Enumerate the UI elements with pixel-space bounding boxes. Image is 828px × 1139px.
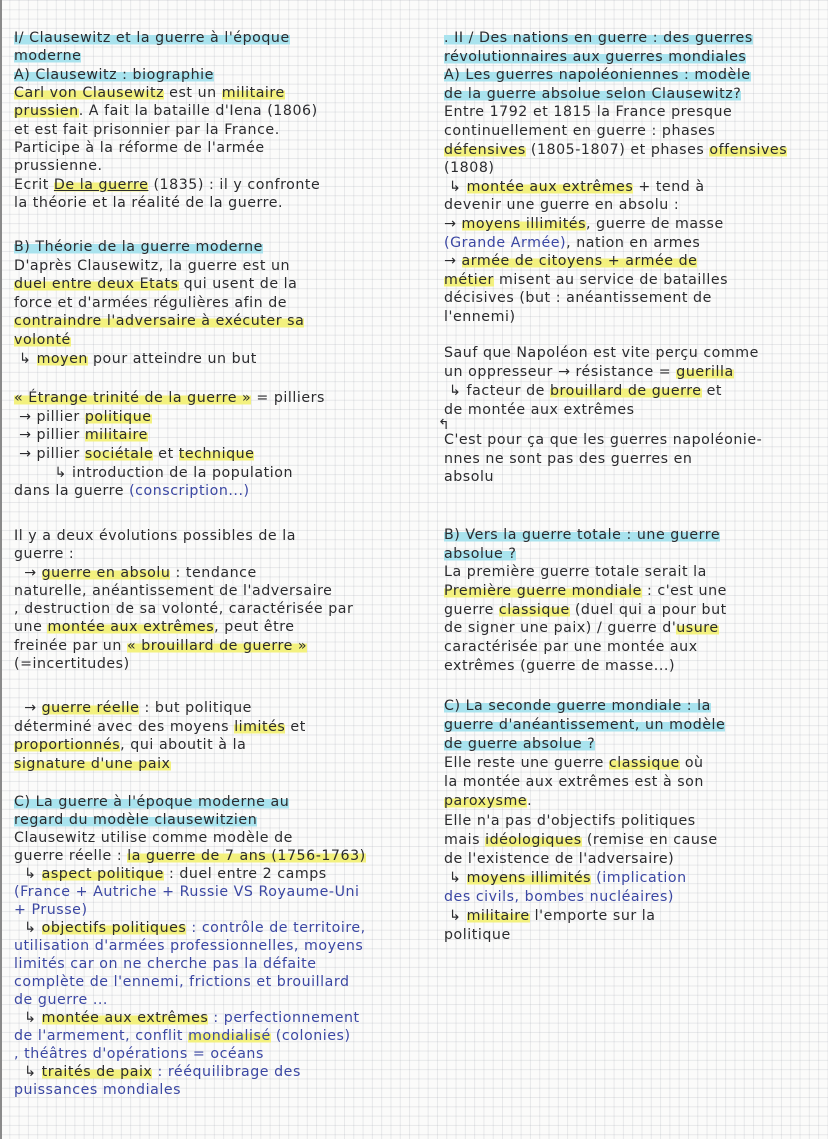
note-section xyxy=(14,527,353,673)
highlighted-text: limités xyxy=(234,718,286,735)
note-section xyxy=(14,699,306,773)
note-text: ↳ xyxy=(14,866,42,882)
highlighted-text: duel entre deux Etats xyxy=(14,276,179,293)
note-text: dans la guerre xyxy=(14,483,130,500)
note-line xyxy=(444,468,762,487)
note-line xyxy=(444,363,759,382)
note-line xyxy=(14,1063,366,1081)
note-text: naturelle, anéantissement de l'adversaire xyxy=(14,582,333,599)
note-text: devenir une guerre en absolu : xyxy=(444,197,680,214)
highlighted-text: « brouillard de guerre » xyxy=(126,637,308,654)
note-line xyxy=(444,697,725,716)
note-text: extrêmes (guerre de masse...) xyxy=(444,657,676,674)
heading-text: A) Les guerres napoléoniennes : modèle xyxy=(444,67,751,84)
note-text: Elle n'a pas d'objectifs politiques xyxy=(444,812,696,829)
note-line xyxy=(444,619,727,638)
note-text: (remise en cause xyxy=(581,831,718,848)
note-line xyxy=(14,139,320,157)
highlighted-text: usure xyxy=(676,620,719,637)
page-edge xyxy=(0,0,2,1139)
note-line xyxy=(444,431,762,450)
note-line xyxy=(14,600,353,618)
note-text: politique xyxy=(444,927,511,944)
note-text: freinée par un xyxy=(14,637,127,654)
note-text: absolu xyxy=(444,469,495,485)
note-line xyxy=(444,601,727,620)
note-line xyxy=(14,699,306,718)
note-text: , nation en armes xyxy=(566,234,701,251)
note-section xyxy=(14,29,320,212)
note-text: guerre xyxy=(444,601,499,618)
note-section xyxy=(14,389,325,501)
note-text: force et d'armées régulières afin de xyxy=(14,294,288,311)
note-text: → pillier xyxy=(14,427,85,444)
note-line xyxy=(14,973,366,991)
note-text: Participe à la réforme de l'armée xyxy=(14,140,265,157)
note-text: et xyxy=(285,718,306,735)
note-text: est un xyxy=(164,85,222,102)
note-text: qui usent de la xyxy=(178,276,298,293)
note-line xyxy=(14,1027,366,1045)
highlighted-text: aspect politique xyxy=(41,866,164,882)
note-text: l'emporte sur la xyxy=(529,908,656,925)
note-line xyxy=(444,234,787,253)
note-text: et est fait prisonnier par la France. xyxy=(14,121,280,138)
note-line xyxy=(444,344,759,363)
note-line xyxy=(14,176,320,194)
note-line xyxy=(14,426,325,445)
heading-text: C) La seconde guerre mondiale : la xyxy=(444,698,711,714)
highlighted-text: défensives xyxy=(444,141,526,158)
note-line xyxy=(444,850,725,869)
note-text: : c'est une xyxy=(641,583,727,600)
note-line xyxy=(14,312,304,331)
note-text: guerre : xyxy=(14,546,75,563)
note-text: → xyxy=(444,253,462,270)
note-line xyxy=(14,29,320,47)
note-line xyxy=(444,563,727,582)
heading-text: . II / Des nations en guerre : des guerres xyxy=(444,30,753,46)
highlighted-text: militaire xyxy=(466,908,530,925)
highlighted-text: politique xyxy=(84,408,152,425)
heading-text: de guerre absolue ? xyxy=(444,736,596,753)
note-line xyxy=(444,178,787,197)
heading-text: révolutionnaires aux guerres mondiales xyxy=(444,48,747,65)
note-text: la théorie et la réalité de la guerre. xyxy=(14,195,284,212)
note-line xyxy=(14,408,325,427)
note-line xyxy=(444,526,727,545)
left-column xyxy=(14,0,424,1139)
note-text: et xyxy=(701,383,723,399)
note-text: ↳ xyxy=(14,350,37,367)
note-line xyxy=(14,545,353,563)
note-line xyxy=(14,389,325,408)
note-text: + Prusse) xyxy=(14,902,88,918)
note-text: limités car on ne cherche pas la défaite xyxy=(14,956,317,972)
note-line xyxy=(444,754,725,773)
highlighted-text: la guerre de 7 ans (1756-1763) xyxy=(127,848,366,864)
note-text: Elle reste une guerre xyxy=(444,755,609,772)
note-line xyxy=(444,401,759,420)
note-text: → xyxy=(14,700,42,716)
highlighted-text: moyens illimités xyxy=(466,869,592,886)
note-line xyxy=(444,141,787,160)
note-line xyxy=(444,735,725,754)
note-text: . xyxy=(527,793,533,810)
highlighted-text: Première guerre mondiale xyxy=(444,583,642,600)
note-text: ↳ xyxy=(14,1010,42,1026)
note-text: ↳ xyxy=(444,178,467,195)
note-line xyxy=(14,102,320,120)
highlighted-text: objectifs politiques xyxy=(41,920,187,936)
highlighted-text: moyen xyxy=(36,350,88,367)
note-line xyxy=(444,215,787,234)
highlighted-text: offensives xyxy=(709,141,788,158)
note-text: Il y a deux évolutions possibles de la xyxy=(14,528,296,544)
note-text: (1805-1807) et phases xyxy=(525,141,710,158)
note-section xyxy=(14,793,366,1099)
note-text: : tendance xyxy=(170,564,257,581)
note-line xyxy=(14,527,353,545)
note-line xyxy=(444,159,787,178)
highlighted-text: contraindre l'adversaire à exécuter sa xyxy=(14,313,305,330)
highlighted-text: classique xyxy=(498,601,570,618)
note-text: complète de l'ennemi, frictions et brouillard xyxy=(14,974,350,990)
note-text: utilisation d'armées professionnelles, moyens xyxy=(14,938,364,954)
note-line xyxy=(14,564,353,582)
note-line xyxy=(14,350,304,369)
note-section xyxy=(438,417,763,487)
note-line xyxy=(14,1045,366,1063)
note-text: des civils, bombes nucléaires) xyxy=(444,888,674,905)
note-text: de l'armement, conflit xyxy=(14,1028,189,1044)
note-line xyxy=(444,66,787,85)
note-text: ↳ xyxy=(444,908,467,925)
highlighted-text: proportionnés xyxy=(14,737,121,754)
note-line xyxy=(444,196,787,215)
note-text: (1808) xyxy=(444,160,495,177)
note-text: ↳ xyxy=(14,920,42,936)
highlighted-text: moyens illimités xyxy=(461,215,587,232)
note-line xyxy=(444,29,787,48)
highlighted-text: brouillard de guerre xyxy=(549,383,702,399)
note-line xyxy=(14,1081,366,1099)
note-line xyxy=(444,252,787,271)
highlighted-text: sociétale xyxy=(84,446,154,463)
note-line xyxy=(14,865,366,883)
note-line xyxy=(14,157,320,175)
note-text: : contrôle de territoire, xyxy=(186,920,366,936)
note-text: + tend à xyxy=(633,178,705,195)
note-line xyxy=(14,991,366,1009)
note-line xyxy=(14,294,304,313)
heading-text: A) Clausewitz : biographie xyxy=(14,66,214,83)
note-text: de montée aux extrêmes xyxy=(444,402,635,418)
note-line xyxy=(14,275,304,294)
note-line xyxy=(14,1009,366,1027)
note-text: de l'existence de l'adversaire) xyxy=(444,850,675,867)
note-text: déterminé avec des moyens xyxy=(14,718,235,735)
note-section xyxy=(14,238,304,368)
note-text: , théâtres d'opérations = océans xyxy=(14,1046,264,1062)
note-text: → pillier xyxy=(14,408,85,425)
note-text: , peut être xyxy=(214,619,295,636)
highlighted-text: technique xyxy=(178,446,255,463)
note-line xyxy=(14,464,325,483)
note-line xyxy=(444,289,787,308)
note-text: → pillier xyxy=(14,446,85,463)
note-text: pour atteindre un but xyxy=(87,350,257,367)
note-text: (1835) : il y confronte xyxy=(148,176,321,193)
heading-text: C) La guerre à l'époque moderne au xyxy=(14,794,290,810)
note-text: C'est pour ça que les guerres napoléonie- xyxy=(444,432,763,448)
note-line xyxy=(444,792,725,811)
note-line xyxy=(444,869,725,888)
highlighted-text: guerilla xyxy=(676,364,734,380)
note-line xyxy=(444,545,727,564)
heading-text: B) Vers la guerre totale : une guerre xyxy=(444,527,721,543)
note-text: : perfectionnement xyxy=(208,1010,360,1026)
heading-text: B) Théorie de la guerre moderne xyxy=(14,239,263,255)
note-line xyxy=(444,716,725,735)
highlighted-text: volonté xyxy=(14,331,71,348)
note-text: Entre 1792 et 1815 la France presque xyxy=(444,104,733,121)
note-text: l'ennemi) xyxy=(444,308,516,325)
highlighted-text: guerre en absolu xyxy=(41,564,171,581)
note-text: une xyxy=(14,619,48,636)
highlighted-text: montée aux extrêmes xyxy=(466,178,634,195)
note-line xyxy=(14,718,306,737)
note-text: (=incertitudes) xyxy=(14,656,130,673)
note-line xyxy=(444,48,787,67)
note-line xyxy=(14,937,366,955)
heading-text: de la guerre absolue selon Clausewitz? xyxy=(444,85,742,102)
note-line xyxy=(14,331,304,350)
note-line xyxy=(14,793,366,811)
highlighted-text: prussien xyxy=(14,103,79,120)
note-text: : but politique xyxy=(139,700,252,716)
note-text: guerre réelle : xyxy=(14,848,128,864)
note-text: de guerre ... xyxy=(14,992,108,1008)
note-line xyxy=(444,85,787,104)
note-line xyxy=(14,238,304,257)
note-text: : duel entre 2 camps xyxy=(163,866,327,882)
note-line xyxy=(444,382,759,401)
note-text: (colonies) xyxy=(270,1028,351,1044)
highlighted-text: métier xyxy=(444,271,494,288)
heading-text: regard du modèle clausewitzien xyxy=(14,812,258,828)
highlighted-text: mondialisé xyxy=(188,1028,271,1044)
note-line xyxy=(14,955,366,973)
highlighted-text: montée aux extrêmes xyxy=(47,619,215,636)
note-section xyxy=(444,344,759,420)
highlighted-text: guerre réelle xyxy=(41,700,140,716)
note-text: : rééquilibrage des xyxy=(152,1064,301,1080)
note-line xyxy=(14,811,366,829)
highlighted-text: idéologiques xyxy=(485,831,582,848)
note-line xyxy=(14,582,353,600)
note-line xyxy=(14,829,366,847)
note-text: décisives (but : anéantissement de xyxy=(444,290,712,307)
note-text: continuellement en guerre : phases xyxy=(444,122,716,139)
note-line xyxy=(14,901,366,919)
note-text: , qui aboutit à la xyxy=(120,737,247,754)
note-text: un oppresseur → résistance = xyxy=(444,364,677,380)
note-line xyxy=(444,926,725,945)
note-line xyxy=(444,907,725,926)
note-text: ↳ xyxy=(444,869,467,886)
note-text: ↳ introduction de la population xyxy=(14,464,293,481)
note-line xyxy=(14,194,320,212)
note-line xyxy=(444,831,725,850)
highlighted-text: montée aux extrêmes xyxy=(41,1010,209,1026)
note-line xyxy=(14,84,320,102)
note-text: prussienne. xyxy=(14,158,103,175)
note-text: puissances mondiales xyxy=(14,1082,182,1098)
note-line xyxy=(444,450,762,469)
note-line xyxy=(14,66,320,84)
highlighted-text: armée de citoyens + armée de xyxy=(461,253,698,270)
note-text: misent au service de batailles xyxy=(493,271,729,288)
highlighted-text: traités de paix xyxy=(41,1064,153,1080)
note-text: → xyxy=(444,215,462,232)
highlighted-text: « Étrange trinité de la guerre » xyxy=(14,390,252,406)
note-section xyxy=(444,29,787,327)
highlighted-text: paroxysme xyxy=(444,793,528,810)
heading-text: I/ Clausewitz et la guerre à l'époque xyxy=(14,30,290,46)
note-line xyxy=(444,308,787,327)
heading-text: absolue ? xyxy=(444,545,517,562)
note-text: Ecrit xyxy=(14,176,54,193)
note-line xyxy=(14,655,353,673)
note-line xyxy=(444,638,727,657)
note-line xyxy=(14,883,366,901)
note-text: (conscription...) xyxy=(129,483,250,500)
note-line xyxy=(444,657,727,676)
note-line xyxy=(444,271,787,290)
note-text: ↳ xyxy=(14,1064,42,1080)
note-text: caractérisée par une montée aux xyxy=(444,639,698,656)
note-text: = pilliers xyxy=(251,390,325,406)
note-text: (implication xyxy=(591,869,687,886)
note-section xyxy=(444,526,727,676)
note-text: mais xyxy=(444,831,486,848)
note-section xyxy=(444,697,725,945)
highlighted-text: Carl von Clausewitz xyxy=(14,85,165,102)
note-text: où xyxy=(679,755,704,772)
note-text: de signer une paix) / guerre d' xyxy=(444,620,677,637)
note-text: (duel qui a pour but xyxy=(569,601,727,618)
note-text: ↳ facteur de xyxy=(444,383,550,399)
note-line xyxy=(14,637,353,655)
note-line xyxy=(444,582,727,601)
note-text: Clausewitz utilise comme modèle de xyxy=(14,830,293,846)
note-text: , destruction de sa volonté, caractérisée par xyxy=(14,601,354,618)
note-line xyxy=(14,847,366,865)
note-text: et xyxy=(153,446,179,463)
note-text: . A fait la bataille d'Iena (1806) xyxy=(78,103,318,120)
note-line xyxy=(14,919,366,937)
note-line xyxy=(444,773,725,792)
hook-arrow-icon: ↰ xyxy=(438,417,450,433)
note-text: → xyxy=(14,564,42,581)
highlighted-text: militaire xyxy=(84,427,148,444)
note-line xyxy=(444,103,787,122)
note-line xyxy=(14,445,325,464)
note-line xyxy=(14,755,306,774)
highlighted-text: militaire xyxy=(221,85,285,102)
note-text: (France + Autriche + Russie VS Royaume-Uni xyxy=(14,884,360,900)
highlighted-text: signature d'une paix xyxy=(14,755,171,772)
note-line xyxy=(444,122,787,141)
right-column xyxy=(438,0,824,1139)
note-line xyxy=(444,812,725,831)
heading-text: moderne xyxy=(14,48,82,65)
heading-text: guerre d'anéantissement, un modèle xyxy=(444,717,726,734)
note-text: nnes ne sont pas des guerres en xyxy=(444,450,693,467)
note-line xyxy=(14,482,325,501)
note-line xyxy=(14,618,353,636)
note-text: (Grande Armée) xyxy=(444,234,567,251)
note-line xyxy=(14,121,320,139)
note-text: , guerre de masse xyxy=(586,215,724,232)
note-text: Sauf que Napoléon est vite perçu comme xyxy=(444,345,759,361)
note-text: D'après Clausewitz, la guerre est un xyxy=(14,257,291,274)
note-line xyxy=(14,257,304,276)
highlighted-text: classique xyxy=(608,755,680,772)
note-text: La première guerre totale serait la xyxy=(444,564,707,581)
note-line xyxy=(444,888,725,907)
highlighted-text: De la guerre xyxy=(53,176,149,193)
note-line xyxy=(14,47,320,65)
note-line xyxy=(14,736,306,755)
note-text: la montée aux extrêmes est à son xyxy=(444,774,704,791)
